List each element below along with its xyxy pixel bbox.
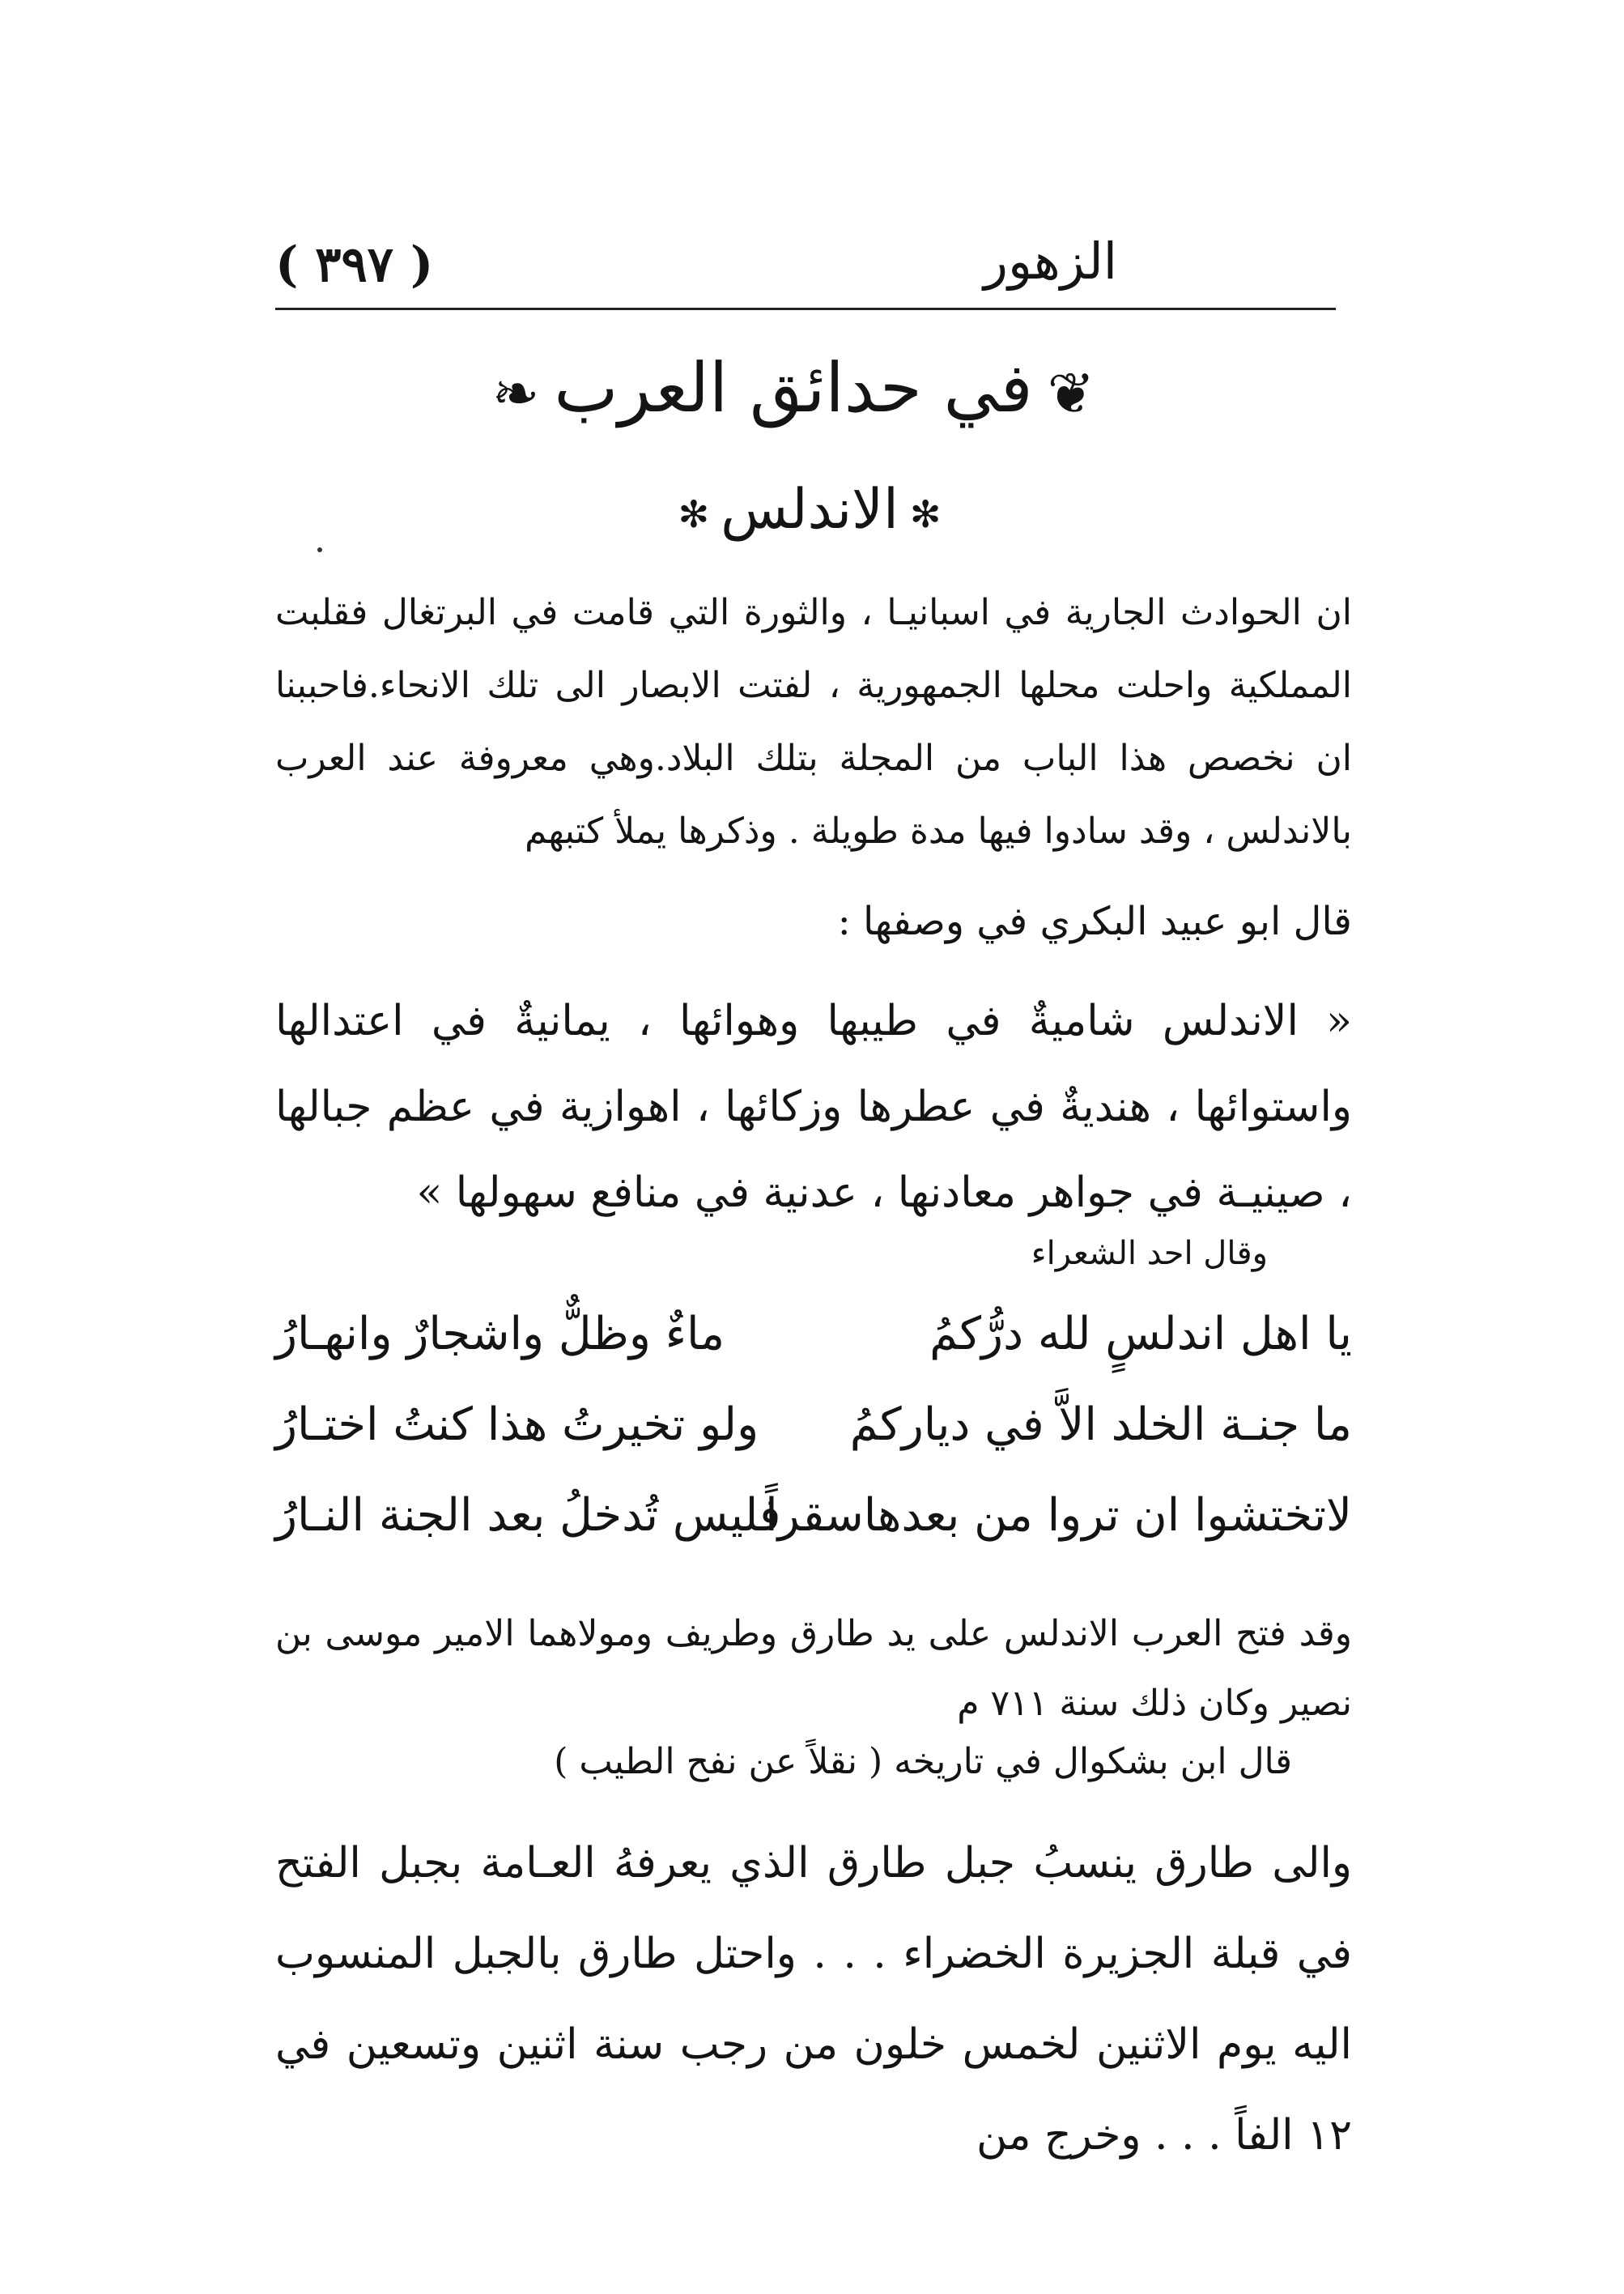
verse-first-hemistich: يا اهل اندلسٍ لله درُّكمُ <box>929 1308 1352 1360</box>
poem-verse-3 <box>275 1489 1352 1570</box>
star-ornament-icon: ✻ <box>909 492 942 536</box>
section-subheading <box>518 478 1101 542</box>
stray-mark <box>317 547 322 552</box>
floral-ornament-icon: ❦ <box>1047 360 1095 427</box>
verse-second-hemistich: فليس تُدخلُ بعد الجنة النـارُ <box>275 1489 781 1542</box>
quote-intro: قال ابو عبيد البكري في وصفها : <box>837 899 1352 944</box>
verse-second-hemistich: ماءٌ وظلٌّ واشجارٌ وانهـارُ <box>275 1308 725 1360</box>
verse-first-hemistich: لاتختشوا ان تروا من بعدهاسقراً <box>765 1489 1352 1542</box>
section-subtitle: الاندلس <box>721 478 899 542</box>
verse-second-hemistich: ولو تخيرتُ هذا كنتُ اختـارُ <box>275 1398 759 1451</box>
intro-paragraph: ان الحوادث الجارية في اسبانيـا ، والثورة التي قامت في البرتغال فقلبت المملكية واحلت محلها الجمهورية ، لفتت الابصار الى تلك الانحاء.فاحببنا ان نخصص هذا الباب من المجلة بتلك البلاد.وهي معروفة عند العرب بالاندلس ، وقد سادوا فيها مدة طويلة . وذكرها يملأ كتبهم <box>275 592 1352 852</box>
floral-ornament-icon: ❧ <box>491 360 540 427</box>
section-title: في حدائق العرب <box>554 348 1033 428</box>
star-ornament-icon: ✻ <box>678 492 710 536</box>
quote-paragraph: « الاندلس شاميةٌ في طيبها وهوائها ، يمانيةٌ في اعتدالها واستوائها ، هنديةٌ في عطرها وزكائها ، اهوازية في عظم جبالها ، صينيـة في جواهر معادنها ، عدنية في منافع سهولها » <box>275 997 1352 1217</box>
header-divider <box>275 308 1336 310</box>
page-number: ( ٣٩٧ ) <box>275 236 434 293</box>
running-title: الزهور <box>984 232 1117 291</box>
conquest-paragraph: وقد فتح العرب الاندلس على يد طارق وطريف ومولاهما الامير موسى بن نصير وكان ذلك سنة ٧١١ م <box>275 1613 1352 1724</box>
section-heading <box>389 348 1198 453</box>
source-intro: قال ابن بشكوال في تاريخه ( نقلاً عن نفح الطيب ) <box>554 1741 1292 1782</box>
verse-first-hemistich: ما جنـة الخلد الاَّ في دياركمُ <box>849 1398 1352 1451</box>
tariq-paragraph: والى طارق ينسبُ جبل طارق الذي يعرفهُ العـامة بجبل الفتح في قبلة الجزيرة الخضراء . . . واحتل طارق بالجبل المنسوب اليه يوم الاثنين لخمس خلون من رجب سنة اثنين وتسعين في ١٢ الفاً . . . وخرج من <box>275 1839 1352 2160</box>
poem-verse-1 <box>275 1308 1352 1389</box>
poem-verse-2 <box>275 1398 1352 1479</box>
poet-intro: وقال احد الشعراء <box>1031 1235 1268 1272</box>
page-header <box>275 228 1336 301</box>
